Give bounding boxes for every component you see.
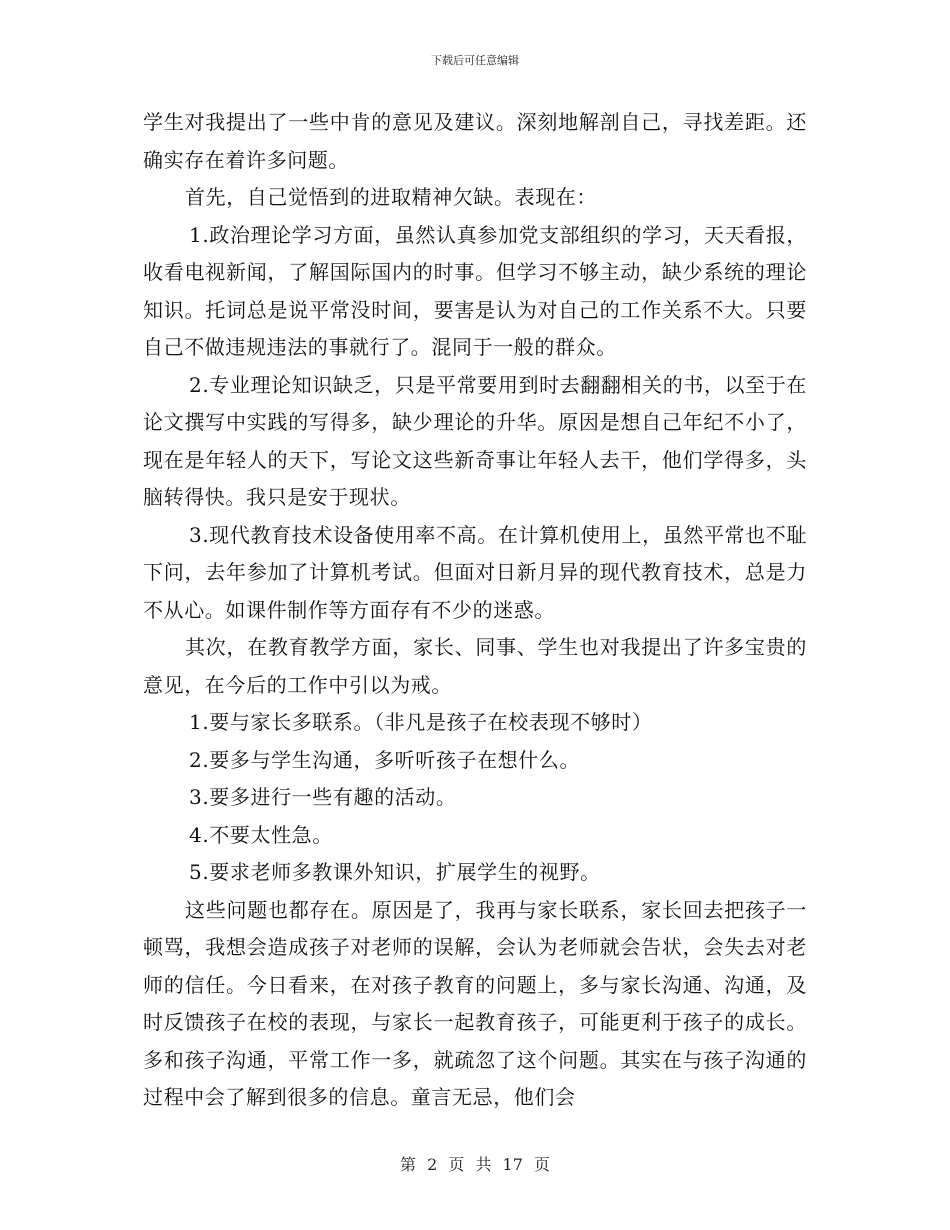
paragraph-item-professional-theory: 2.专业理论知识缺乏，只是平常要用到时去翻翻相关的书，以至于在论文撰写中实践的写得多，缺少理论的升华。原因是想自己年纪不小了，现在是年轻人的天下，写论文这些新奇事让年轻人去干，他们学得多，头脑转得快。我只是安于现状。 [143,372,807,509]
list-item-contact-parents: 1.要与家长多联系。（非凡是孩子在校表现不够时） [189,710,653,734]
paragraph-intro: 学生对我提出了一些中肯的意见及建议。深刻地解剖自己，寻找差距。还确实存在着许多问题。 [143,110,807,172]
paragraph-item-political-theory: 1.政治理论学习方面，虽然认真参加党支部组织的学习，天天看报，收看电视新闻，了解国际国内的时事。但学习不够主动，缺少系统的理论知识。托词总是说平常没时间，要害是认为对自己的工作关系不大。只要自己不做违规违法的事就行了。混同于一般的群众。 [143,222,807,359]
paragraph-item-education-technology: 3.现代教育技术设备使用率不高。在计算机使用上，虽然平常也不耻下问，去年参加了计算机考试。但面对日新月异的现代教育技术，总是力不从心。如课件制作等方面存有不少的迷惑。 [143,522,807,622]
paragraph-first-point: 首先，自己觉悟到的进取精神欠缺。表现在： [185,185,597,209]
document-body [143,104,807,1117]
list-item-extracurricular: 5.要求老师多教课外知识，扩展学生的视野。 [189,860,601,884]
paragraph-reflection: 这些问题也都存在。原因是了，我再与家长联系，家长回去把孩子一顿骂，我想会造成孩子对老师的误解，会认为老师就会告状，会失去对老师的信任。今日看来，在对孩子教育的问题上，多与家长沟通、沟通，及时反馈孩子在校的表现，与家长一起教育孩子，可能更利于孩子的成长。多和孩子沟通，平常工作一多，就疏忽了这个问题。其实在与孩子沟通的过程中会了解到很多的信息。童言无忌，他们会 [143,897,807,1109]
list-item-not-impatient: 4.不要太性急。 [189,822,333,847]
list-item-fun-activities: 3.要多进行一些有趣的活动。 [189,785,457,809]
list-item-communicate-students: 2.要多与学生沟通，多听听孩子在想什么。 [189,747,581,772]
paragraph-second-point: 其次，在教育教学方面，家长、同事、学生也对我提出了许多宝贵的意见，在今后的工作中引以为戒。 [143,635,807,697]
page-header: 下载后可任意编辑 [431,54,519,67]
page-number-footer: 第 2 页 共 17 页 [400,1155,550,1174]
